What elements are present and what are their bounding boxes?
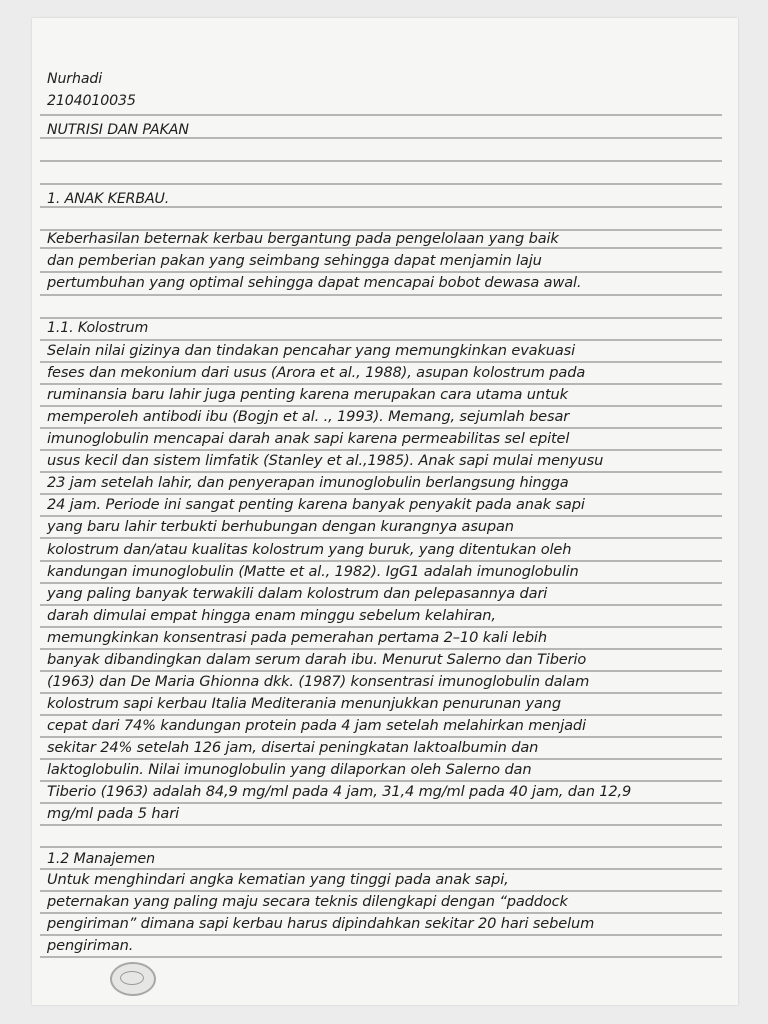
text-line: memperoleh antibodi ibu (Bogjn et al. ., 1993). Memang, sejumlah besar (47, 408, 570, 426)
text-line: kolostrum sapi kerbau Italia Mediterania menunjukkan penurunan yang (47, 694, 561, 712)
text-line: Tiberio (1963) adalah 84,9 mg/ml pada 4 jam, 31,4 mg/ml pada 40 jam, dan 12,9 (47, 783, 632, 801)
text-line: kandungan imunoglobulin (Matte et al., 1982). IgG1 adalah imunoglobulin (47, 562, 579, 580)
notebook-brand-logo-icon (110, 962, 156, 996)
text-line: mg/ml pada 5 hari (47, 805, 179, 823)
text-line: 24 jam. Periode ini sangat penting karena banyak penyakit pada anak sapi (47, 496, 585, 514)
text-line: dan pemberian pakan yang seimbang sehingga dapat menjamin laju (47, 252, 542, 270)
text-line: memungkinkan konsentrasi pada pemerahan pertama 2–10 kali lebih (47, 628, 547, 646)
subsection-heading-manajemen: 1.2 Manajemen (47, 851, 155, 867)
text-line: Selain nilai gizinya dan tindakan pencahar yang memungkinkan evakuasi (47, 342, 576, 359)
text-line: darah dimulai empat hingga enam minggu sebelum kelahiran, (47, 606, 496, 624)
logo-emblem (120, 971, 144, 985)
text-line: pertumbuhan yang optimal sehingga dapat mencapai bobot dewasa awal. (47, 274, 582, 292)
text-line: Keberhasilan beternak kerbau bergantung pada pengelolaan yang baik (47, 230, 559, 247)
text-line: pengiriman” dimana sapi kerbau harus dipindahkan sekitar 20 hari sebelum (47, 915, 595, 933)
text-line: Untuk menghindari angka kematian yang tinggi pada anak sapi, (47, 871, 509, 888)
text-line: feses dan mekonium dari usus (Arora et al., 1988), asupan kolostrum pada (47, 364, 586, 382)
text-line: cepat dari 74% kandungan protein pada 4 jam setelah melahirkan menjadi (47, 717, 586, 735)
author-name: Nurhadi (47, 71, 103, 87)
text-line: 23 jam setelah lahir, dan penyerapan imunoglobulin berlangsung hingga (47, 474, 569, 492)
text-line: banyak dibandingkan dalam serum darah ibu. Menurut Salerno dan Tiberio (47, 650, 587, 668)
text-line: yang baru lahir terbukti berhubungan dengan kurangnya asupan (47, 518, 514, 536)
text-line: kolostrum dan/atau kualitas kolostrum yang buruk, yang ditentukan oleh (47, 540, 572, 558)
text-line: ruminansia baru lahir juga penting karena merupakan cara utama untuk (47, 386, 568, 404)
text-line: laktoglobulin. Nilai imunoglobulin yang dilaporkan oleh Salerno dan (47, 761, 532, 779)
student-id: 2104010035 (47, 93, 136, 109)
text-line: sekitar 24% setelah 126 jam, disertai peningkatan laktoalbumin dan (47, 739, 539, 757)
course-title: NUTRISI DAN PAKAN (47, 122, 189, 138)
notebook-page (32, 18, 738, 1005)
text-line: pengiriman. (47, 937, 134, 955)
section-heading: 1. ANAK KERBAU. (47, 191, 170, 207)
text-line: (1963) dan De Maria Ghionna dkk. (1987) konsentrasi imunoglobulin dalam (47, 672, 590, 690)
subsection-heading-kolostrum: 1.1. Kolostrum (47, 320, 149, 336)
text-line: usus kecil dan sistem limfatik (Stanley et al.,1985). Anak sapi mulai menyusu (47, 452, 604, 470)
text-line: yang paling banyak terwakili dalam kolostrum dan pelepasannya dari (47, 584, 548, 602)
text-line: peternakan yang paling maju secara teknis dilengkapi dengan “paddock (47, 893, 568, 911)
text-line: imunoglobulin mencapai darah anak sapi karena permeabilitas sel epitel (47, 430, 570, 448)
